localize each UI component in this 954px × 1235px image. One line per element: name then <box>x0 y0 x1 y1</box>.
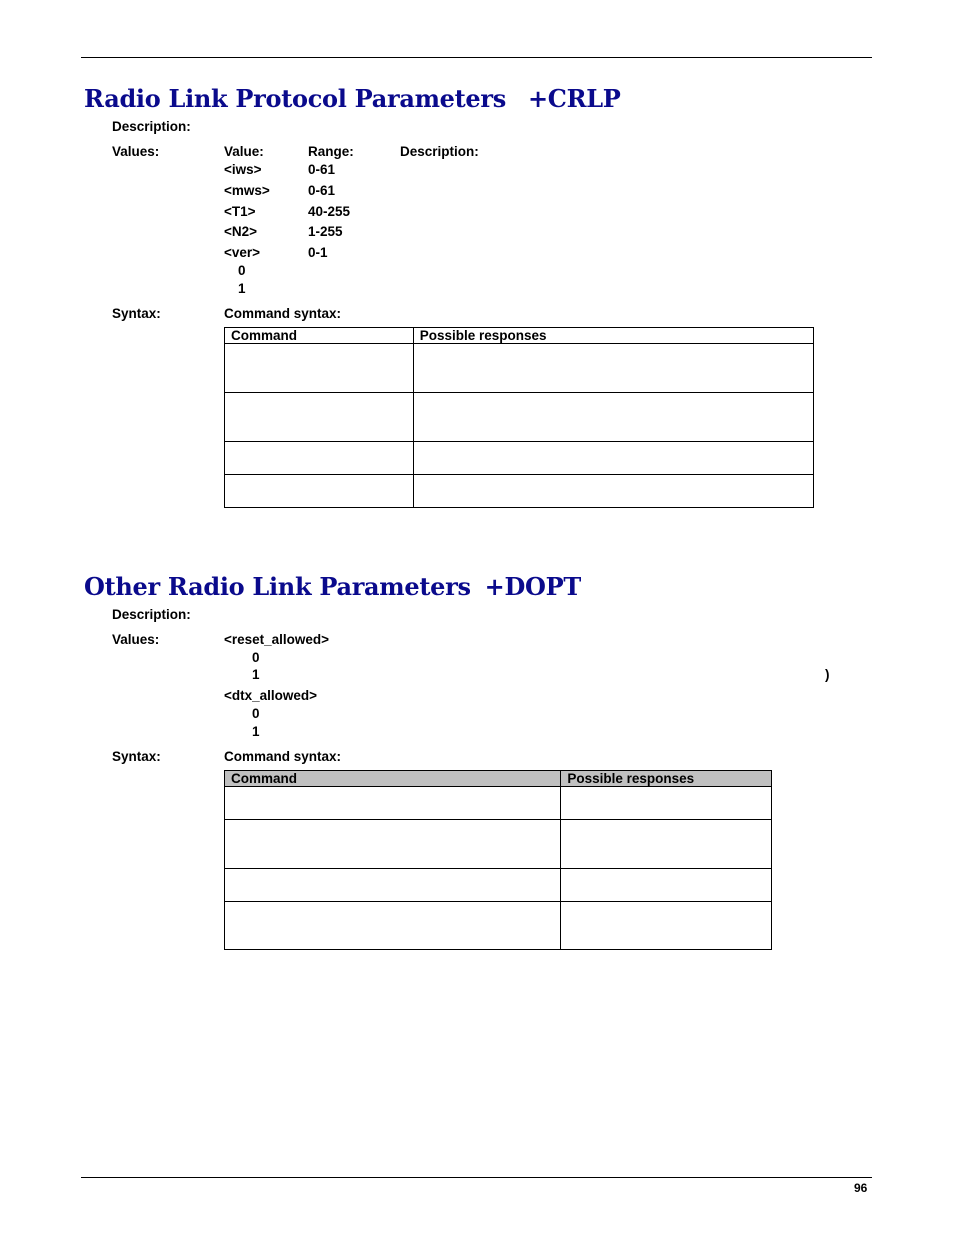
ver-option: 1 <box>238 281 246 296</box>
table-header-responses: Possible responses <box>561 771 772 787</box>
dtx-option: 1 <box>252 724 260 739</box>
table-cell <box>413 393 813 442</box>
table-cell <box>225 442 414 475</box>
param-dtx-allowed: <dtx_allowed> <box>224 688 318 703</box>
table-cell <box>413 344 813 393</box>
table-cell <box>561 787 772 820</box>
table-header-row <box>225 328 814 344</box>
command-syntax-label: Command syntax: <box>224 749 342 764</box>
section-command: +CRLP <box>527 84 621 113</box>
param-name: <iws> <box>224 162 262 177</box>
section-command: +DOPT <box>484 572 581 601</box>
table-row <box>225 475 814 508</box>
values-label: Values: <box>112 632 160 647</box>
col-description-header: Description: <box>400 144 479 159</box>
table-cell <box>413 475 813 508</box>
param-range: 1-255 <box>308 224 343 239</box>
syntax-label: Syntax: <box>112 306 161 321</box>
col-range-header: Range: <box>308 144 354 159</box>
table-row <box>225 820 772 869</box>
values-label: Values: <box>112 144 160 159</box>
param-range: 0-61 <box>308 162 336 177</box>
command-table <box>224 327 814 508</box>
table-cell <box>225 869 561 902</box>
col-value-header: Value: <box>224 144 264 159</box>
table-cell <box>225 475 414 508</box>
table-cell <box>225 393 414 442</box>
table-header-command: Command <box>225 328 414 344</box>
section-title-text: Radio Link Protocol Parameters <box>84 84 506 113</box>
command-table <box>224 770 772 950</box>
dtx-option: 0 <box>252 706 260 721</box>
description-label: Description: <box>112 119 191 134</box>
param-name: <T1> <box>224 204 256 219</box>
table-cell <box>561 820 772 869</box>
closing-parenthesis: ) <box>825 667 830 682</box>
table-cell <box>225 344 414 393</box>
table-cell <box>561 902 772 950</box>
param-range: 0-1 <box>308 245 328 260</box>
section-title-crlp <box>84 84 621 113</box>
command-syntax-label: Command syntax: <box>224 306 342 321</box>
param-name: <ver> <box>224 245 261 260</box>
footer-rule <box>81 1177 872 1178</box>
param-range: 0-61 <box>308 183 336 198</box>
ver-option: 0 <box>238 263 246 278</box>
table-cell <box>225 820 561 869</box>
section-title-dopt <box>84 572 581 601</box>
reset-option: 0 <box>252 650 260 665</box>
table-cell <box>561 869 772 902</box>
page-number: 96 <box>854 1181 868 1195</box>
table-cell <box>225 902 561 950</box>
table-row <box>225 344 814 393</box>
param-reset-allowed: <reset_allowed> <box>224 632 330 647</box>
header-rule <box>81 57 872 58</box>
param-range: 40-255 <box>308 204 351 219</box>
table-row <box>225 902 772 950</box>
section-title-text: Other Radio Link Parameters <box>84 572 471 601</box>
table-row <box>225 442 814 475</box>
table-header-command: Command <box>225 771 561 787</box>
table-header-responses: Possible responses <box>413 328 813 344</box>
param-name: <N2> <box>224 224 258 239</box>
table-header-row <box>225 771 772 787</box>
table-row <box>225 393 814 442</box>
syntax-label: Syntax: <box>112 749 161 764</box>
param-name: <mws> <box>224 183 270 198</box>
reset-option: 1 <box>252 667 260 682</box>
table-row <box>225 787 772 820</box>
table-cell <box>413 442 813 475</box>
table-cell <box>225 787 561 820</box>
table-row <box>225 869 772 902</box>
description-label: Description: <box>112 607 191 622</box>
